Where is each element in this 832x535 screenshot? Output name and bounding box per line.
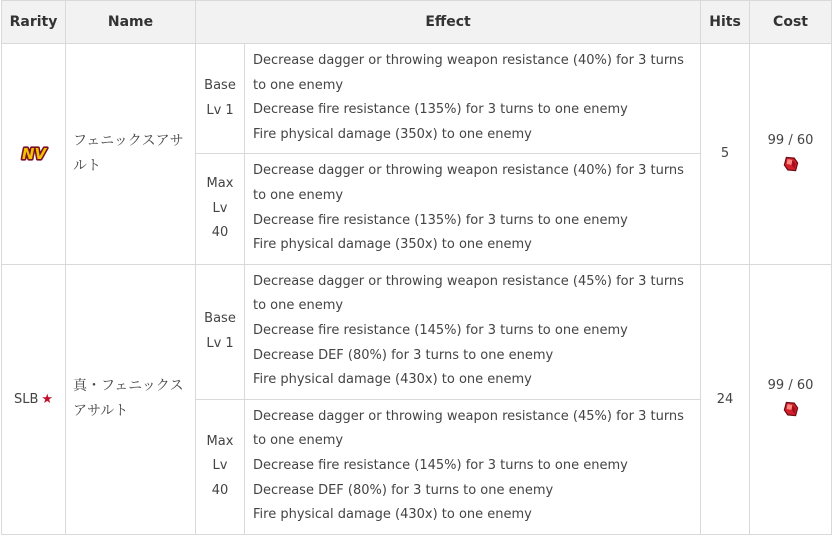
table-row	[2, 264, 832, 399]
cost-value: 99 / 60	[767, 378, 814, 394]
effect-line: Fire physical damage (350x) to one enemy	[253, 237, 532, 253]
rarity-cell	[2, 264, 66, 534]
effect-line: to one enemy	[253, 187, 344, 203]
effect-line: Decrease fire resistance (135%) for 3 turns to one enemy	[253, 212, 628, 228]
rarity-label: SLB	[13, 391, 39, 407]
effect-line: Fire physical damage (430x) to one enemy	[253, 507, 532, 523]
nv-badge-icon	[19, 144, 49, 164]
effect-line: Decrease DEF (80%) for 3 turns to one enemy	[253, 482, 554, 498]
effect-line: Decrease fire resistance (145%) for 3 turns to one enemy	[253, 457, 628, 473]
level-label-max: Max Lv 40	[196, 399, 245, 534]
effect-line: Fire physical damage (430x) to one enemy	[253, 372, 532, 388]
cost-cell	[750, 44, 832, 265]
hits-cell: 24	[701, 264, 750, 534]
cost-cell	[750, 264, 832, 534]
header-name: Name	[66, 1, 196, 44]
hits-cell: 5	[701, 44, 750, 265]
header-hits: Hits	[701, 1, 750, 44]
effect-line: to one enemy	[253, 298, 344, 314]
effect-line: to one enemy	[253, 433, 344, 449]
header-effect: Effect	[196, 1, 701, 44]
header-cost: Cost	[750, 1, 832, 44]
level-label-max: Max Lv 40	[196, 154, 245, 264]
effect-line: Decrease dagger or throwing weapon resistance (45%) for 3 turns	[253, 273, 684, 289]
effect-line: Decrease fire resistance (135%) for 3 turns to one enemy	[253, 102, 628, 118]
effect-cell	[245, 399, 701, 534]
effect-line: Decrease dagger or throwing weapon resistance (45%) for 3 turns	[253, 408, 684, 424]
level-label-base: Base Lv 1	[196, 264, 245, 399]
effect-line: Fire physical damage (350x) to one enemy	[253, 126, 532, 142]
effect-line: to one enemy	[253, 77, 344, 93]
svg-text:NV: NV	[21, 144, 46, 163]
red-crystal-icon	[782, 400, 800, 418]
abilities-table	[1, 0, 832, 535]
star-icon: ★	[41, 391, 54, 407]
table-header-row	[2, 1, 832, 44]
effect-line: Decrease dagger or throwing weapon resistance (40%) for 3 turns	[253, 53, 684, 68]
skill-name: フェニックスアサルト	[66, 44, 196, 265]
rarity-cell	[2, 44, 66, 265]
table-row	[2, 44, 832, 154]
effect-cell	[245, 154, 701, 264]
effect-line: Decrease dagger or throwing weapon resistance (40%) for 3 turns	[253, 163, 684, 179]
effect-cell	[245, 264, 701, 399]
red-crystal-icon	[782, 155, 800, 173]
cost-value: 99 / 60	[767, 132, 814, 148]
effect-line: Decrease fire resistance (145%) for 3 turns to one enemy	[253, 322, 628, 338]
header-rarity: Rarity	[2, 1, 66, 44]
effect-cell	[245, 44, 701, 154]
level-label-base: Base Lv 1	[196, 44, 245, 154]
effect-line: Decrease DEF (80%) for 3 turns to one enemy	[253, 347, 554, 363]
skill-name: 真・フェニックスアサルト	[66, 264, 196, 534]
